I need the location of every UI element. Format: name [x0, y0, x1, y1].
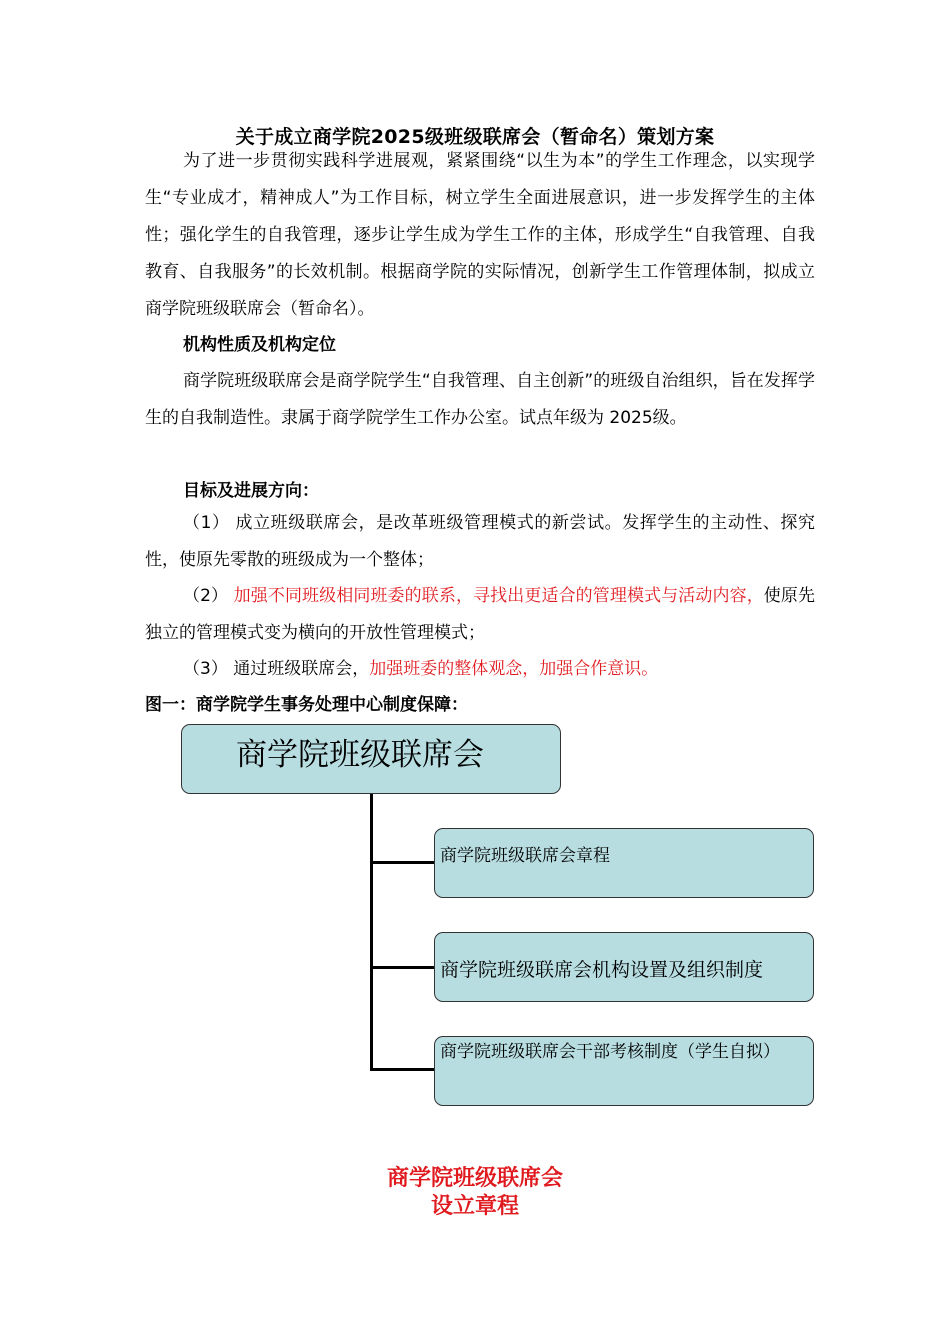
diagram-root-label: 商学院班级联席会 [236, 737, 484, 773]
diagram-child-box-1 [434, 828, 814, 898]
diagram-child-label-2: 商学院班级联席会机构设置及组织制度 [440, 959, 764, 981]
diagram-child-label-1: 商学院班级联席会章程 [440, 846, 610, 866]
goal-item-2-rest: 使原先独立的管理模式变为横向的开放性管理模式； [145, 586, 816, 643]
diagram-trunk-line [370, 794, 373, 1071]
section-body-nature: 商学院班级联席会是商学院学生“自我管理、自主创新”的班级自治组织，旨在发挥学生的自我制造性。隶属于商学院学生工作办公室。试点年级为 2025级。 [145, 371, 815, 428]
figure-caption: 图一：商学院学生事务处理中心制度保障： [145, 695, 468, 715]
diagram-branch-line-3 [370, 1068, 434, 1071]
diagram-root-box [181, 724, 561, 794]
section-heading-nature: 机构性质及机构定位 [183, 335, 336, 355]
diagram-branch-line-2 [370, 966, 434, 969]
goal-item-2 [145, 578, 815, 652]
intro-paragraph: 为了进一步贯彻实践科学进展观，紧紧围绕“以生为本”的学生工作理念，以实现学生“专业成才，精神成人”为工作目标，树立学生全面进展意识，进一步发挥学生的主体性；强化学生的自我管理，逐步让学生成为学生工作的主体，形成学生“自我管理、自我教育、自我服务”的长效机制。根据商学院的实际情况，创新学生工作管理体制，拟成立商学院班级联席会（暂命名）。 [145, 151, 815, 319]
charter-title-line-1: 商学院班级联席会 [386, 1165, 563, 1191]
document-title: 关于成立商学院2025级班级联席会（暂命名）策划方案 [235, 126, 715, 148]
goal-item-1: （1） 成立班级联席会，是改革班级管理模式的新尝试。发挥学生的主动性、探究性，使原先零散的班级成为一个整体； [145, 513, 815, 570]
goal-item-3 [145, 651, 815, 688]
goal-item-2-highlight: 加强不同班级相同班委的联系，寻找出更适合的管理模式与活动内容， [233, 586, 764, 606]
section-heading-goals: 目标及进展方向： [183, 481, 319, 501]
goal-item-3-prefix: （3） 通过班级联席会， [183, 659, 370, 679]
goal-item-3-highlight: 加强班委的整体观念，加强合作意识。 [369, 659, 659, 679]
diagram-branch-line-1 [370, 861, 434, 864]
charter-title-line-2: 设立章程 [430, 1193, 519, 1219]
diagram-child-box-2 [434, 932, 814, 1002]
diagram-child-box-3 [434, 1036, 814, 1106]
diagram-child-label-3: 商学院班级联席会干部考核制度（学生自拟） [440, 1042, 780, 1062]
goal-item-2-prefix: （2） [183, 586, 234, 606]
